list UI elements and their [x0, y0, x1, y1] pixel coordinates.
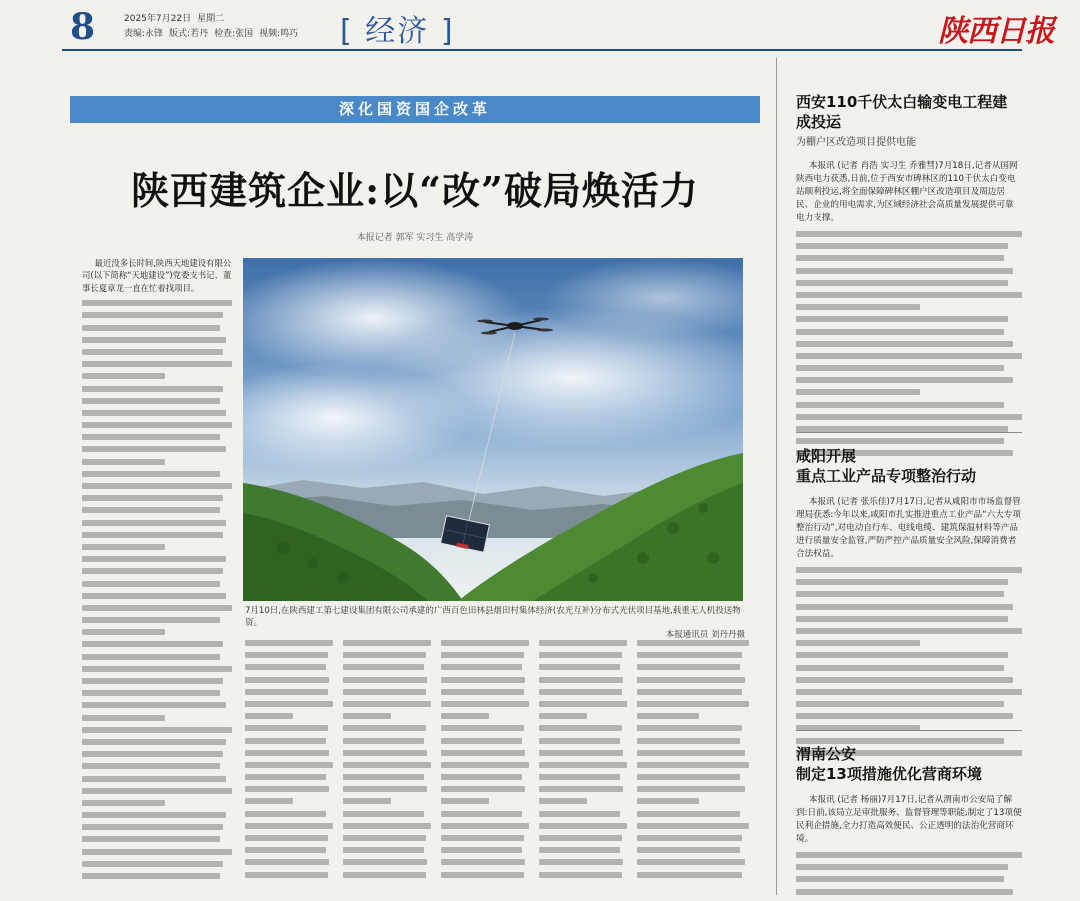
- text-placeholder: [441, 640, 529, 878]
- text-line-placeholder: [796, 738, 1004, 744]
- text-line-placeholder: [539, 677, 623, 683]
- text-line-placeholder: [82, 812, 226, 818]
- text-line-placeholder: [441, 677, 525, 683]
- text-line-placeholder: [539, 738, 620, 744]
- masthead-rule: [62, 49, 1022, 51]
- text-line-placeholder: [637, 762, 749, 768]
- text-line-placeholder: [796, 628, 1022, 634]
- text-line-placeholder: [82, 617, 220, 623]
- text-line-placeholder: [441, 738, 522, 744]
- text-line-placeholder: [82, 446, 226, 452]
- text-line-placeholder: [796, 889, 1013, 895]
- text-line-placeholder: [245, 811, 326, 817]
- text-line-placeholder: [441, 664, 522, 670]
- text-line-placeholder: [539, 798, 587, 804]
- column-divider: [776, 58, 777, 895]
- text-line-placeholder: [441, 640, 529, 646]
- text-line-placeholder: [82, 422, 232, 428]
- text-line-placeholder: [539, 786, 623, 792]
- article-column-4: [441, 640, 529, 884]
- text-line-placeholder: [441, 811, 522, 817]
- text-line-placeholder: [82, 459, 165, 465]
- text-line-placeholder: [796, 438, 1004, 444]
- text-line-placeholder: [245, 859, 329, 865]
- text-line-placeholder: [343, 872, 426, 878]
- text-placeholder: [82, 300, 232, 879]
- sidebar-story-3: [796, 744, 1022, 901]
- article-photo: [243, 258, 743, 601]
- text-line-placeholder: [539, 774, 620, 780]
- story2-headline-line1: 咸阳开展: [796, 447, 857, 465]
- text-line-placeholder: [343, 847, 424, 853]
- text-line-placeholder: [637, 859, 745, 865]
- newspaper-logo: 陕西日报: [938, 14, 1054, 49]
- text-line-placeholder: [82, 410, 226, 416]
- text-line-placeholder: [343, 652, 426, 658]
- text-line-placeholder: [343, 677, 427, 683]
- text-line-placeholder: [245, 750, 329, 756]
- text-line-placeholder: [82, 593, 226, 599]
- text-line-placeholder: [82, 678, 223, 684]
- text-line-placeholder: [245, 677, 329, 683]
- issue-date: 2025年7月22日: [124, 14, 192, 24]
- text-line-placeholder: [245, 774, 326, 780]
- text-line-placeholder: [82, 568, 223, 574]
- text-line-placeholder: [796, 852, 1022, 858]
- text-line-placeholder: [441, 725, 524, 731]
- main-headline: 陕西建筑企业:以“改”破局焕活力: [131, 168, 699, 213]
- text-line-placeholder: [82, 434, 220, 440]
- article-column-2: [245, 640, 333, 884]
- article-column-6: [637, 640, 749, 884]
- text-placeholder: [796, 567, 1022, 756]
- text-line-placeholder: [796, 701, 1004, 707]
- text-line-placeholder: [796, 243, 1008, 249]
- text-line-placeholder: [343, 811, 424, 817]
- page-number: 8: [70, 6, 96, 48]
- text-line-placeholder: [796, 353, 1022, 359]
- text-line-placeholder: [539, 750, 623, 756]
- bracket-right: ]: [440, 14, 455, 49]
- text-line-placeholder: [343, 859, 427, 865]
- text-line-placeholder: [82, 581, 220, 587]
- sidebar-story-1: [796, 92, 1022, 463]
- text-line-placeholder: [82, 727, 232, 733]
- text-line-placeholder: [637, 713, 699, 719]
- text-line-placeholder: [343, 786, 427, 792]
- text-line-placeholder: [343, 823, 431, 829]
- photo-credit: 本报通讯员 刘丹丹摄: [665, 630, 745, 640]
- text-line-placeholder: [245, 652, 328, 658]
- text-line-placeholder: [82, 300, 232, 306]
- text-placeholder: [796, 852, 1022, 895]
- story1-headline: 西安110千伏太白输变电工程建成投运: [796, 93, 1008, 131]
- text-line-placeholder: [441, 786, 525, 792]
- text-line-placeholder: [82, 666, 232, 672]
- text-line-placeholder: [343, 762, 431, 768]
- text-line-placeholder: [441, 750, 525, 756]
- text-line-placeholder: [245, 847, 326, 853]
- text-line-placeholder: [82, 751, 223, 757]
- text-line-placeholder: [539, 835, 622, 841]
- text-line-placeholder: [245, 823, 333, 829]
- text-line-placeholder: [343, 689, 426, 695]
- text-line-placeholder: [82, 800, 165, 806]
- text-line-placeholder: [82, 824, 223, 830]
- text-line-placeholder: [441, 713, 489, 719]
- text-line-placeholder: [82, 776, 226, 782]
- text-line-placeholder: [343, 725, 426, 731]
- text-line-placeholder: [245, 664, 326, 670]
- text-line-placeholder: [82, 483, 232, 489]
- text-line-placeholder: [441, 823, 529, 829]
- story3-headline-line2: 制定13项措施优化营商环境: [796, 765, 982, 783]
- text-line-placeholder: [82, 349, 223, 355]
- text-line-placeholder: [245, 872, 328, 878]
- text-line-placeholder: [796, 689, 1022, 695]
- text-line-placeholder: [539, 762, 627, 768]
- text-line-placeholder: [82, 690, 220, 696]
- text-line-placeholder: [82, 873, 220, 879]
- text-line-placeholder: [539, 859, 623, 865]
- text-line-placeholder: [82, 556, 226, 562]
- section-title: [340, 6, 455, 50]
- story1-lead: 本报讯 (记者 肖浩 实习生 乔雅彗)7月18日,记者从国网陕西电力获悉,日前,位于西安市碑林区的110千伏太白变电站顺利投运,将全面保障碑林区棚户区改造项目及周边居民、企业的用电需求,为区域经济社会高质量发展提供可靠电力支撑。: [796, 161, 1018, 223]
- text-line-placeholder: [637, 798, 699, 804]
- text-line-placeholder: [637, 738, 740, 744]
- text-line-placeholder: [637, 811, 740, 817]
- section-name: 经济: [365, 14, 430, 49]
- editor-credit: 检查:张国: [214, 29, 254, 39]
- text-line-placeholder: [82, 641, 223, 647]
- editor-credit: 责编:永锋: [124, 29, 164, 39]
- text-line-placeholder: [441, 835, 524, 841]
- text-line-placeholder: [539, 872, 622, 878]
- article-lead: 最近没多长时间,陕西天地建设有限公司(以下简称“天地建设”)党委支书记、董事长夏章龙一直在忙着找项目。: [82, 258, 232, 293]
- main-byline: 本报记者 郭军 实习生 高学涛: [356, 233, 474, 243]
- text-line-placeholder: [796, 604, 1013, 610]
- text-line-placeholder: [245, 640, 333, 646]
- text-line-placeholder: [539, 689, 622, 695]
- text-line-placeholder: [82, 471, 220, 477]
- text-line-placeholder: [796, 713, 1013, 719]
- text-line-placeholder: [637, 689, 742, 695]
- text-placeholder: [637, 640, 749, 878]
- text-line-placeholder: [441, 872, 524, 878]
- text-line-placeholder: [441, 762, 529, 768]
- topic-banner: 深化国资国企改革: [70, 96, 760, 123]
- text-line-placeholder: [637, 750, 745, 756]
- text-line-placeholder: [441, 774, 522, 780]
- text-line-placeholder: [796, 652, 1008, 658]
- text-line-placeholder: [796, 414, 1022, 420]
- text-line-placeholder: [796, 268, 1013, 274]
- text-line-placeholder: [441, 798, 489, 804]
- text-line-placeholder: [82, 386, 223, 392]
- editor-credit: 版式:若丹: [169, 29, 209, 39]
- article-column-3: [343, 640, 431, 884]
- text-line-placeholder: [441, 652, 524, 658]
- story-divider: [796, 730, 1022, 731]
- text-line-placeholder: [796, 616, 1008, 622]
- text-line-placeholder: [343, 701, 431, 707]
- text-placeholder: [796, 231, 1022, 456]
- text-line-placeholder: [82, 836, 220, 842]
- text-line-placeholder: [637, 774, 740, 780]
- sidebar-story-2: [796, 446, 1022, 762]
- text-line-placeholder: [82, 507, 220, 513]
- text-line-placeholder: [343, 750, 427, 756]
- text-line-placeholder: [245, 713, 293, 719]
- text-line-placeholder: [637, 847, 740, 853]
- text-line-placeholder: [441, 701, 529, 707]
- text-line-placeholder: [343, 835, 426, 841]
- story1-subhead: 为棚户区改造项目提供电能: [796, 137, 916, 148]
- text-line-placeholder: [796, 329, 1004, 335]
- story3-lead: 本报讯 (记者 杨丽)7月17日,记者从渭南市公安局了解到:日前,该局立足审批服务、监督管理等职能,制定了13项便民利企措施,全力打造高效便民、公正透明的法治化营商环境。: [796, 795, 1022, 844]
- text-line-placeholder: [82, 715, 165, 721]
- text-line-placeholder: [343, 640, 431, 646]
- text-line-placeholder: [539, 701, 627, 707]
- text-line-placeholder: [82, 398, 220, 404]
- text-line-placeholder: [82, 312, 223, 318]
- text-line-placeholder: [441, 689, 524, 695]
- text-line-placeholder: [637, 677, 745, 683]
- text-line-placeholder: [637, 835, 742, 841]
- editor-credits: [124, 27, 298, 42]
- text-line-placeholder: [796, 864, 1008, 870]
- text-line-placeholder: [637, 823, 749, 829]
- text-line-placeholder: [82, 325, 220, 331]
- text-line-placeholder: [796, 876, 1004, 882]
- text-line-placeholder: [637, 786, 745, 792]
- caption-text: 7月10日,在陕西建工第七建设集团有限公司承建的广西百色田林县烟田村集体经济(农光互补)分布式光伏项目基地,载重无人机投送物资。: [245, 606, 741, 628]
- text-line-placeholder: [637, 652, 742, 658]
- editor-credit: 视频:鸣巧: [259, 29, 299, 39]
- text-line-placeholder: [245, 701, 333, 707]
- text-line-placeholder: [441, 859, 525, 865]
- text-line-placeholder: [796, 377, 1013, 383]
- text-line-placeholder: [82, 861, 223, 867]
- text-line-placeholder: [637, 725, 742, 731]
- text-line-placeholder: [637, 640, 749, 646]
- text-line-placeholder: [539, 713, 587, 719]
- text-line-placeholder: [796, 579, 1008, 585]
- text-line-placeholder: [245, 762, 333, 768]
- text-line-placeholder: [82, 739, 226, 745]
- text-line-placeholder: [796, 665, 1004, 671]
- text-line-placeholder: [343, 664, 424, 670]
- text-line-placeholder: [796, 341, 1013, 347]
- text-line-placeholder: [637, 872, 742, 878]
- photo-caption: [245, 605, 745, 641]
- text-line-placeholder: [796, 255, 1004, 261]
- text-line-placeholder: [796, 402, 1004, 408]
- text-line-placeholder: [796, 640, 920, 646]
- text-line-placeholder: [796, 231, 1022, 237]
- text-line-placeholder: [343, 774, 424, 780]
- text-line-placeholder: [82, 373, 165, 379]
- text-line-placeholder: [637, 664, 740, 670]
- text-placeholder: [343, 640, 431, 878]
- text-line-placeholder: [539, 664, 620, 670]
- text-line-placeholder: [245, 798, 293, 804]
- text-line-placeholder: [82, 654, 220, 660]
- text-placeholder: [245, 640, 333, 878]
- drone-landscape-photo: [243, 258, 743, 601]
- text-line-placeholder: [539, 847, 620, 853]
- text-line-placeholder: [796, 304, 920, 310]
- text-line-placeholder: [82, 763, 220, 769]
- date-block: [124, 12, 298, 42]
- text-line-placeholder: [245, 738, 326, 744]
- text-line-placeholder: [796, 677, 1013, 683]
- text-placeholder: [539, 640, 627, 878]
- text-line-placeholder: [343, 798, 391, 804]
- text-line-placeholder: [245, 725, 328, 731]
- text-line-placeholder: [82, 532, 223, 538]
- text-line-placeholder: [441, 847, 522, 853]
- text-line-placeholder: [796, 365, 1004, 371]
- text-line-placeholder: [82, 520, 226, 526]
- story-divider: [796, 432, 1022, 433]
- text-line-placeholder: [539, 725, 622, 731]
- text-line-placeholder: [82, 337, 226, 343]
- text-line-placeholder: [245, 689, 328, 695]
- text-line-placeholder: [82, 605, 232, 611]
- text-line-placeholder: [796, 316, 1008, 322]
- text-line-placeholder: [82, 788, 232, 794]
- text-line-placeholder: [245, 786, 329, 792]
- text-line-placeholder: [343, 713, 391, 719]
- text-line-placeholder: [82, 629, 165, 635]
- text-line-placeholder: [637, 701, 749, 707]
- text-line-placeholder: [82, 495, 223, 501]
- text-line-placeholder: [796, 389, 920, 395]
- article-column-1: [82, 257, 232, 885]
- text-line-placeholder: [539, 811, 620, 817]
- story3-headline-line1: 渭南公安: [796, 745, 857, 763]
- bracket-left: [: [340, 14, 354, 49]
- text-line-placeholder: [82, 361, 232, 367]
- story2-headline-line2: 重点工业产品专项整治行动: [796, 467, 977, 485]
- text-line-placeholder: [82, 544, 165, 550]
- text-line-placeholder: [82, 702, 226, 708]
- text-line-placeholder: [796, 567, 1022, 573]
- text-line-placeholder: [796, 591, 1004, 597]
- text-line-placeholder: [539, 652, 622, 658]
- text-line-placeholder: [82, 849, 232, 855]
- text-line-placeholder: [245, 835, 328, 841]
- text-line-placeholder: [796, 292, 1022, 298]
- issue-weekday: 星期二: [197, 14, 225, 24]
- story2-lead: 本报讯 (记者 张乐佳)7月17日,记者从咸阳市市场监督管理局获悉:今年以来,咸阳市扎实推进重点工业产品“六大专项整治行动”,对电动自行车、电线电缆、建筑保温材料等产品进行质量安全监管,严防严控产品质量安全风险,保障消费者合法权益。: [796, 497, 1021, 559]
- text-line-placeholder: [539, 823, 627, 829]
- text-line-placeholder: [343, 738, 424, 744]
- article-column-5: [539, 640, 627, 884]
- text-line-placeholder: [539, 640, 627, 646]
- text-line-placeholder: [796, 280, 1008, 286]
